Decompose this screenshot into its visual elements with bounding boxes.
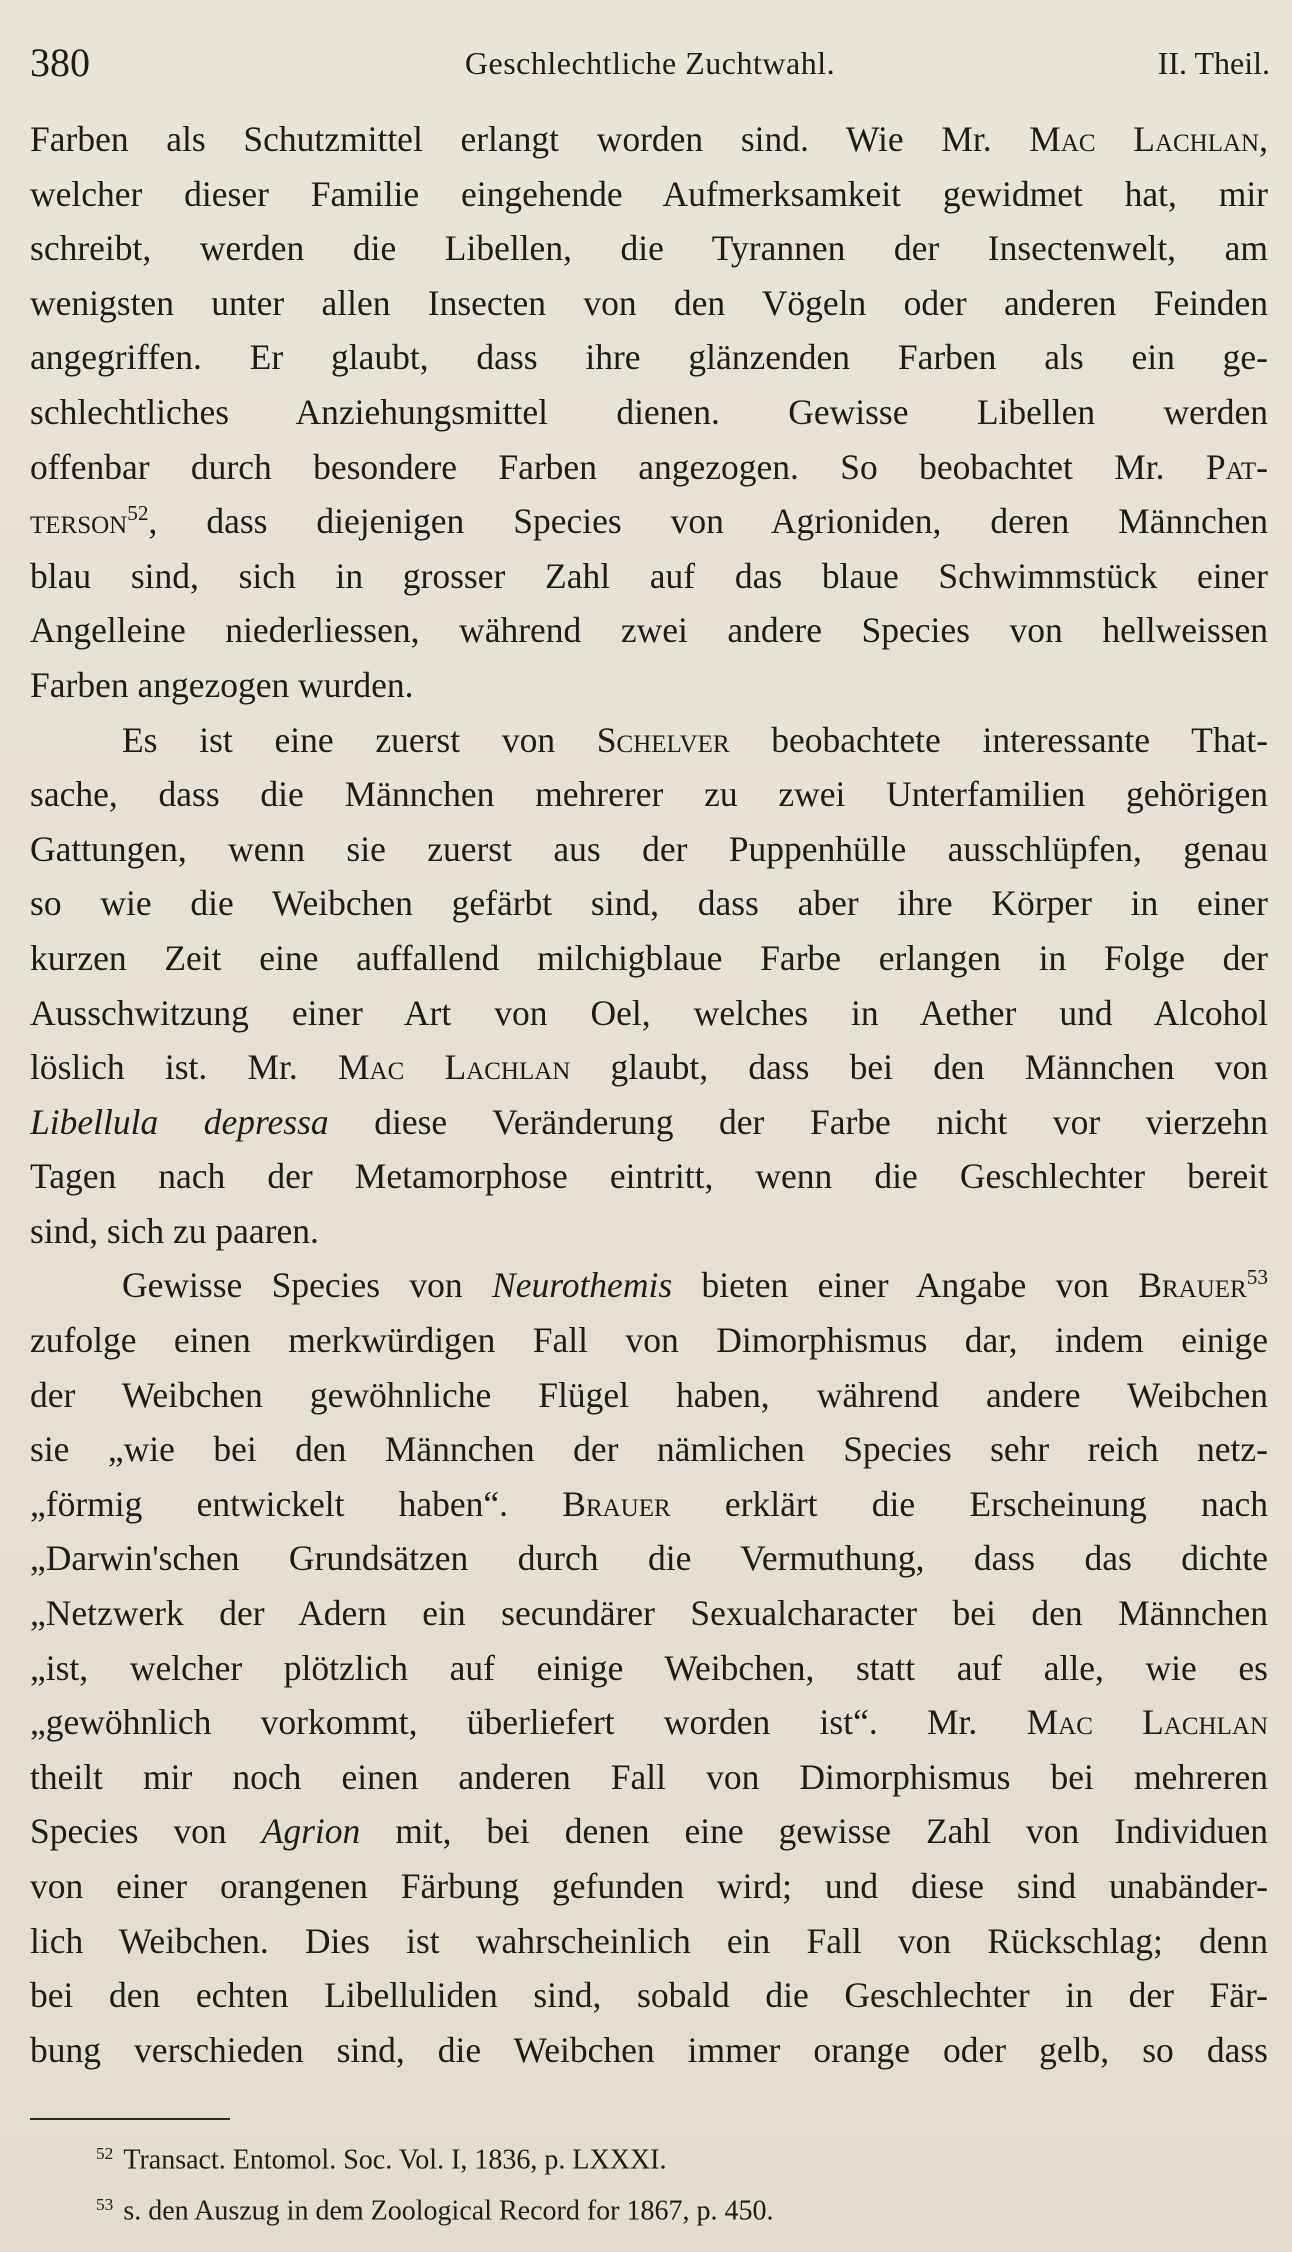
author-name: Schelver — [596, 719, 730, 760]
author-name: Mac Lachlan — [1029, 119, 1260, 159]
footnote-ref-53[interactable]: 53 — [1246, 1265, 1268, 1290]
footnote-ref-52[interactable]: 52 — [127, 501, 149, 526]
text-line: Angelleine niederliessen, während zwei andere Species von hellweissen — [30, 610, 1268, 651]
text-line: schreibt, werden die Libellen, die Tyrannen der Insectenwelt, am — [30, 228, 1268, 269]
text-line: Libellula depressa diese Veränderung der Farbe nicht vor vierzehn — [30, 1101, 1268, 1142]
page-header — [30, 38, 1270, 88]
genus-name: Neurothemis — [492, 1265, 673, 1306]
part-label: II. Theil. — [1157, 45, 1270, 81]
running-title: Geschlechtliche Zuchtwahl. — [464, 45, 836, 81]
text-line: theilt mir noch einen anderen Fall von Dimorphismus bei mehreren — [30, 1756, 1268, 1797]
text-line: Farben als Schutzmittel erlangt worden sind. Wie Mr. Mac Lachlan, — [30, 119, 1268, 159]
text-line: angegriffen. Er glaubt, dass ihre glänzenden Farben als ein ge- — [30, 337, 1268, 378]
text-line: Ausschwitzung einer Art von Oel, welches in Aether und Alcohol — [30, 992, 1268, 1033]
text-line: so wie die Weibchen gefärbt sind, dass aber ihre Körper in einer — [30, 883, 1268, 924]
text-line: löslich ist. Mr. Mac Lachlan glaubt, dass bei den Männchen von — [30, 1047, 1268, 1088]
footnote-53 — [96, 2183, 1246, 2234]
paragraph-3 — [30, 1258, 1268, 2077]
text-line: „Darwin'schen Grundsätzen durch die Vermuthung, dass das dichte — [30, 1538, 1268, 1579]
text-line: schlechtliches Anziehungsmittel dienen. Gewisse Libellen werden — [30, 391, 1268, 432]
footnotes — [96, 2132, 1246, 2233]
footnote-number: 52 — [96, 2144, 114, 2163]
text-line: der Weibchen gewöhnliche Flügel haben, während andere Weibchen — [30, 1374, 1268, 1415]
text-line: „Netzwerk der Adern ein secundärer Sexualcharacter bei den Männchen — [30, 1593, 1268, 1634]
text-line: Species von Agrion mit, bei denen eine gewisse Zahl von Individuen — [30, 1811, 1268, 1852]
text-line: Es ist eine zuerst von Schelver beobachtete interessante That- — [122, 719, 1268, 760]
text-line: Farben angezogen wurden. — [30, 664, 414, 705]
text-line: kurzen Zeit eine auffallend milchigblaue Farbe erlangen in Folge der — [30, 937, 1268, 978]
text-line: von einer orangenen Färbung gefunden wird; und diese sind unabänder- — [30, 1866, 1268, 1906]
genus-name: Agrion — [261, 1811, 361, 1852]
author-name: Pat- — [1205, 446, 1268, 487]
text-line: „förmig entwickelt haben“. Brauer erklärt die Erscheinung nach — [30, 1483, 1268, 1524]
species-name: Libellula depressa — [30, 1101, 329, 1142]
text-line: Gewisse Species von Neurothemis bieten einer Angabe von Brauer$^{53}$ — [122, 1265, 1268, 1306]
footnote-text: s. den Auszug in dem Zoological Record for 1867, p. 450. — [123, 2195, 774, 2227]
footnote-divider — [30, 2118, 230, 2120]
text-line: wenigsten unter allen Insecten von den Vögeln oder anderen Feinden — [30, 282, 1268, 323]
text-line: Tagen nach der Metamorphose eintritt, wenn die Geschlechter bereit — [30, 1156, 1268, 1197]
text-line: sache, dass die Männchen mehrerer zu zwei Unterfamilien gehörigen — [30, 774, 1268, 815]
text-line: sie „wie bei den Männchen der nämlichen Species sehr reich netz- — [30, 1429, 1268, 1470]
text-line: bei den echten Libelluliden sind, sobald die Geschlechter in der Fär- — [30, 1975, 1268, 2016]
text-line: „gewöhnlich vorkommt, überliefert worden ist“. Mr. Mac Lachlan — [30, 1702, 1268, 1743]
text-line: Gattungen, wenn sie zuerst aus der Puppenhülle ausschlüpfen, genau — [30, 828, 1268, 869]
text-line: offenbar durch besondere Farben angezogen. So beobachtet Mr. Pat- — [30, 446, 1268, 487]
author-name: Brauer — [1138, 1265, 1247, 1306]
author-name: Mac Lachlan — [1026, 1702, 1268, 1743]
page-number: 380 — [30, 40, 90, 85]
paragraph-1 — [30, 112, 1268, 713]
footnote-52 — [96, 2132, 1246, 2183]
footnote-text: Transact. Entomol. Soc. Vol. I, 1836, p. LXXXI. — [123, 2144, 667, 2176]
author-name: Mac Lachlan — [337, 1047, 571, 1088]
author-name: Brauer — [562, 1483, 671, 1524]
footnote-number: 53 — [96, 2194, 114, 2214]
author-name: terson — [30, 501, 128, 542]
text-line: welcher dieser Familie eingehende Aufmerksamkeit gewidmet hat, mir — [30, 173, 1268, 214]
text-line: lich Weibchen. Dies ist wahrscheinlich ein Fall von Rückschlag; denn — [30, 1920, 1268, 1961]
text-line: bung verschieden sind, die Weibchen immer orange oder gelb, so dass — [30, 2029, 1268, 2070]
text-line: „ist, welcher plötzlich auf einige Weibchen, statt auf alle, wie es — [30, 1647, 1268, 1688]
text-line: terson$^{52}$, dass diejenigen Species von Agrioniden, deren Männchen — [30, 501, 1268, 542]
text-line: blau sind, sich in grosser Zahl auf das blaue Schwimmstück einer — [30, 555, 1268, 596]
text-line: zufolge einen merkwürdigen Fall von Dimorphismus dar, indem einige — [30, 1320, 1268, 1361]
paragraph-2 — [30, 713, 1268, 1259]
body-text — [30, 112, 1268, 2077]
text-line: sind, sich zu paaren. — [30, 1210, 319, 1251]
